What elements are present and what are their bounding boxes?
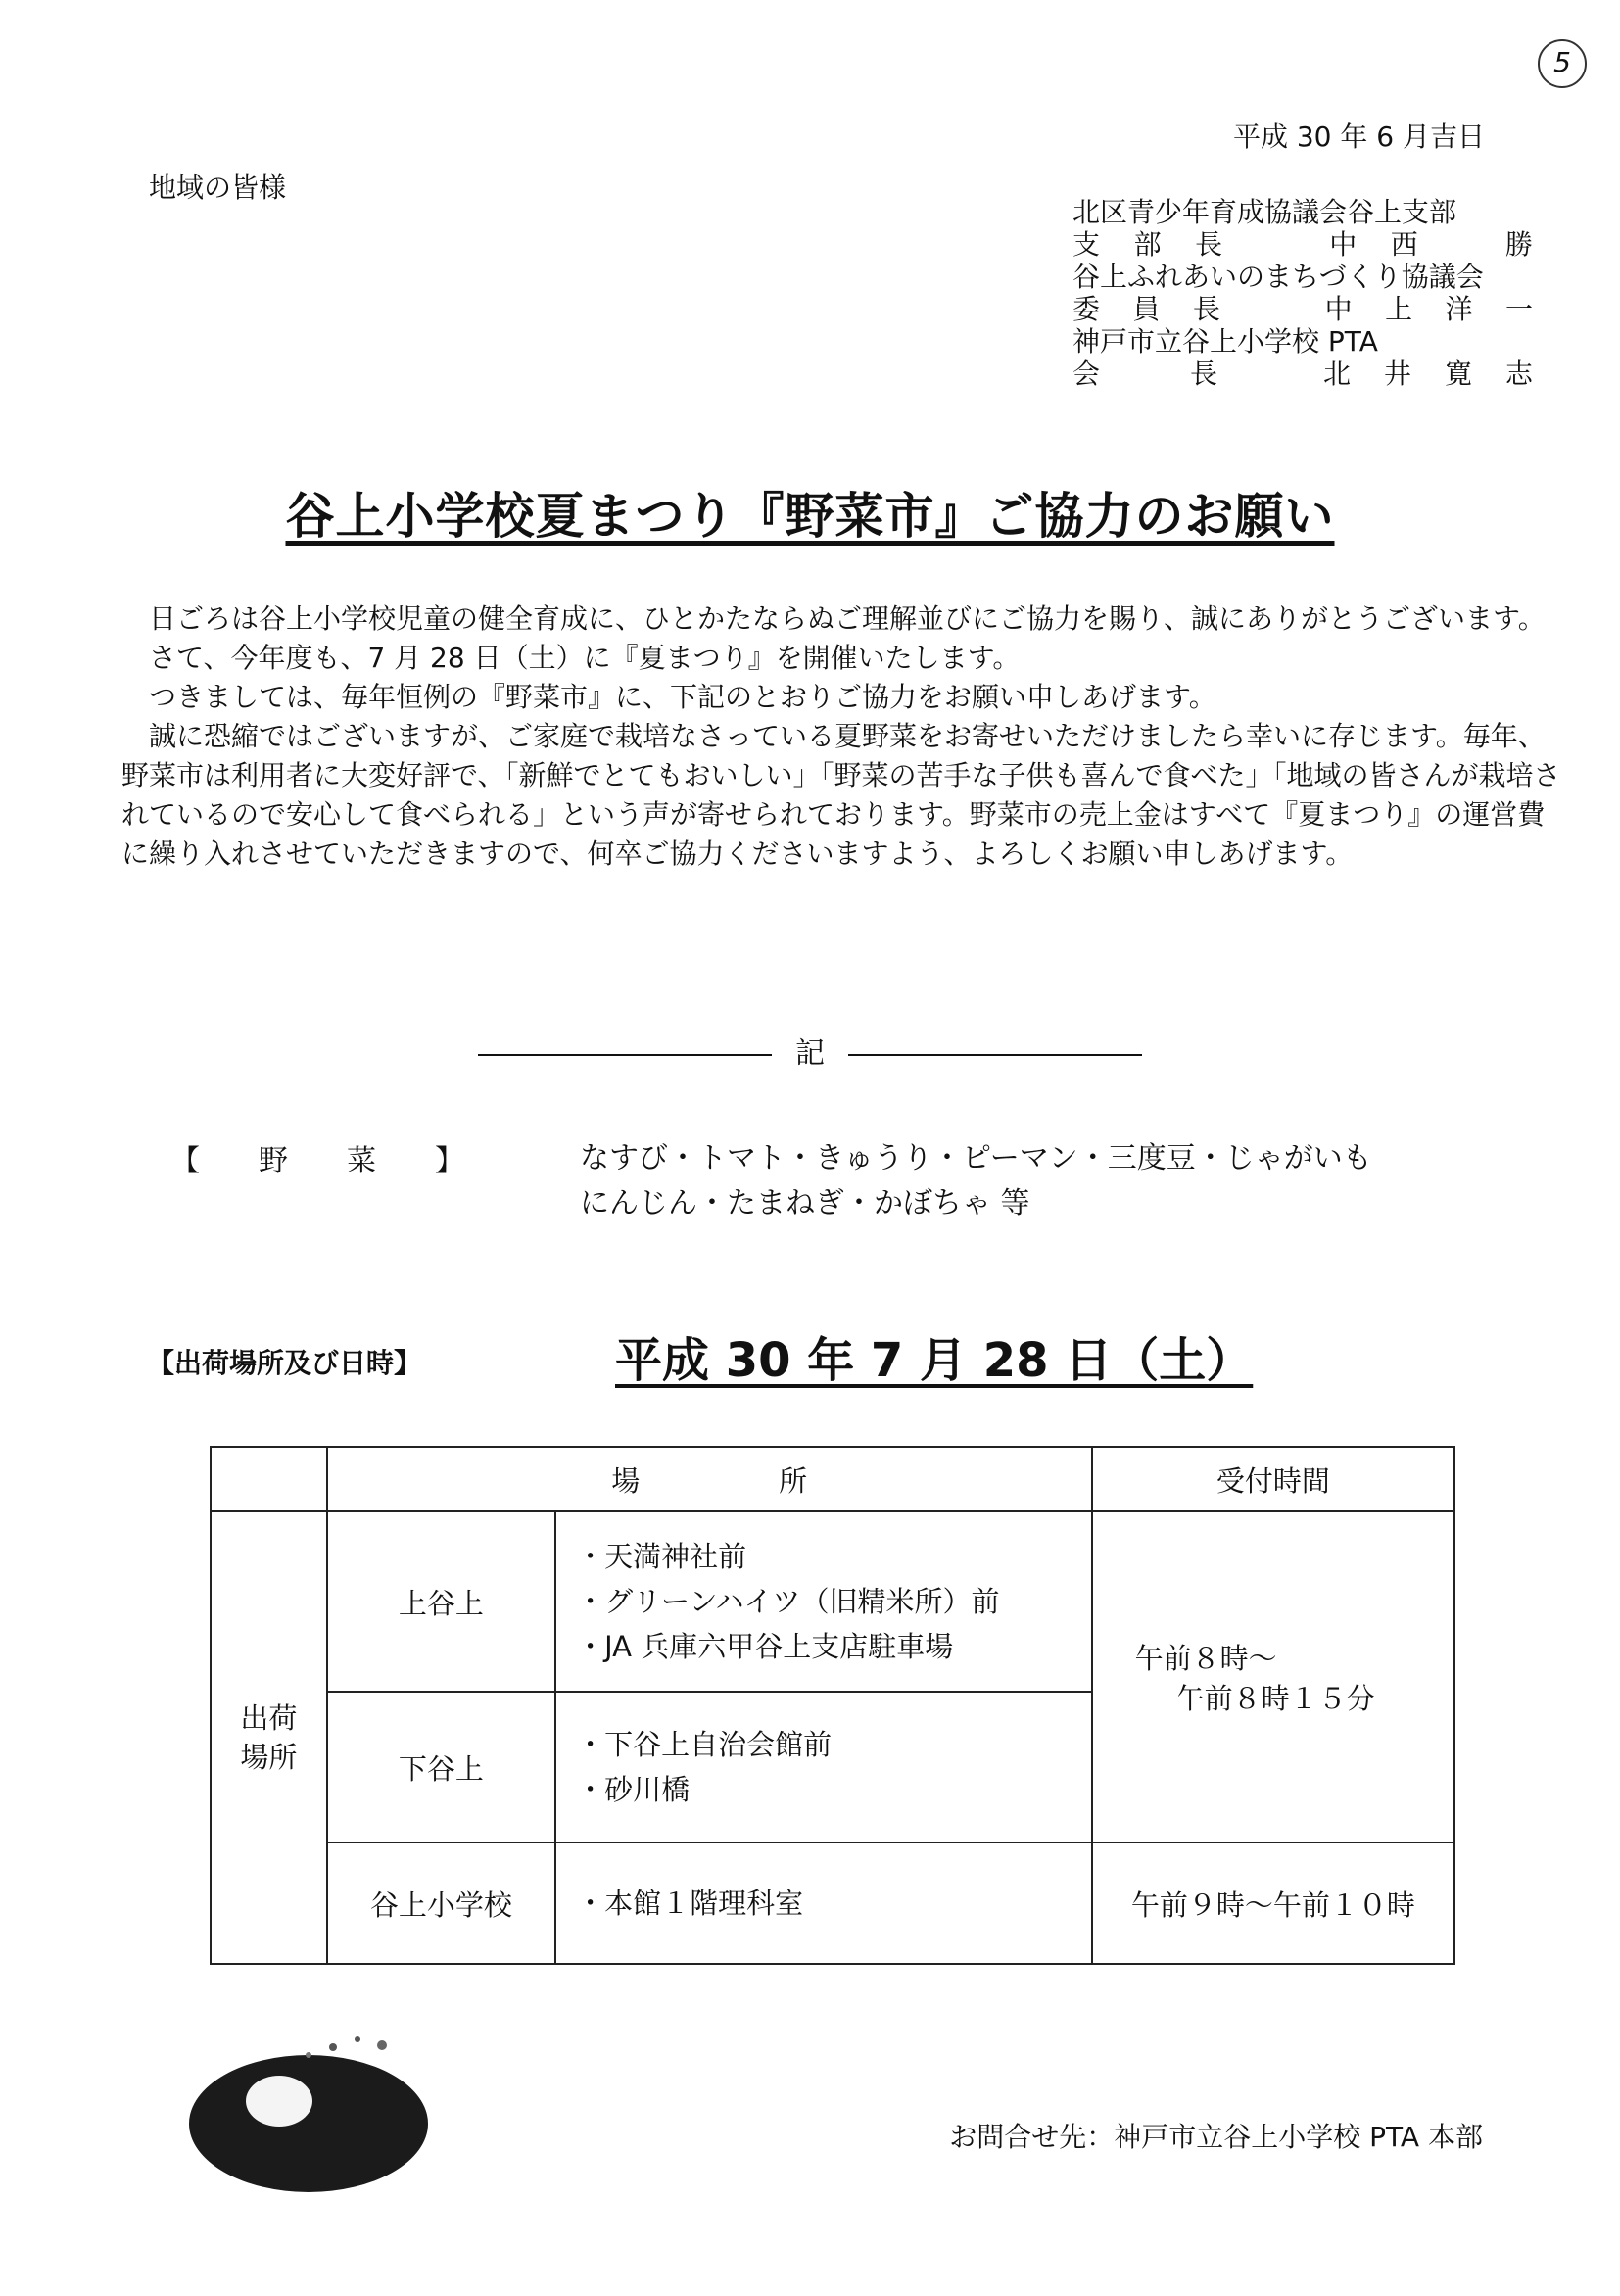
sender-person-2	[1072, 293, 1533, 325]
body-paragraph-1: 日ごろは谷上小学校児童の健全育成に、ひとかたならぬご理解並びにご協力を賜り、誠にありがとうございます。	[149, 602, 1546, 635]
table-header-place	[327, 1447, 1092, 1511]
shipping-label: 【出荷場所及び日時】	[147, 1347, 422, 1379]
contact-info: お問合せ先：神戸市立谷上小学校 PTA 本部	[949, 2121, 1483, 2153]
sender-title-1-char: 長	[1195, 228, 1223, 261]
sender-name-2-char: 上	[1385, 293, 1413, 325]
place-item: ・天満神社前	[576, 1540, 747, 1573]
table-area-cell: 下谷上	[327, 1692, 555, 1842]
sender-name-3-char: 寛	[1444, 358, 1472, 390]
vegetables-line-1: なすび・トマト・きゅうり・ピーマン・三度豆・じゃがいも	[580, 1141, 1372, 1175]
sender-title-1-char: 部	[1133, 228, 1162, 261]
place-item: ・グリーンハイツ（旧精米所）前	[576, 1585, 1000, 1618]
shipping-date: 平成 30 年 7 月 28 日（土）	[615, 1333, 1254, 1388]
document-title	[0, 477, 1620, 548]
table-place-cell	[555, 1842, 1092, 1964]
ki-text: 記	[795, 1036, 825, 1071]
table-row-label-line: 場所	[240, 1741, 298, 1774]
table-header-row	[211, 1447, 1454, 1511]
sender-title-2-char: 員	[1132, 293, 1161, 325]
vegetables-list	[580, 1136, 1372, 1226]
ki-rule-left	[478, 1054, 772, 1056]
sender-name-1-char: 中	[1329, 228, 1358, 261]
table-area-cell: 谷上小学校	[327, 1842, 555, 1964]
page-number-mark: 5	[1538, 39, 1587, 88]
vegetables-label-char: 菜	[347, 1144, 376, 1178]
time-line: 午前８時～	[1134, 1642, 1277, 1675]
sender-name-2-char: 中	[1324, 293, 1353, 325]
sender-name-3-char: 北	[1322, 358, 1351, 390]
vegetables-label	[170, 1136, 464, 1179]
sender-name-2-char: 一	[1504, 293, 1533, 325]
table-row-label	[211, 1511, 327, 1964]
table-header-place-char: 場	[611, 1463, 641, 1498]
decorative-illustration	[186, 2008, 431, 2194]
vegetables-label-bracket-close: 】	[435, 1144, 464, 1178]
vegetables-label-bracket-open: 【	[170, 1144, 200, 1178]
ki-rule-right	[848, 1054, 1142, 1056]
vegetables-line-2: にんじん・たまねぎ・かぼちゃ 等	[580, 1186, 1030, 1220]
body-text	[121, 599, 1561, 874]
table-header-empty	[211, 1447, 327, 1511]
ki-heading	[0, 1028, 1620, 1072]
sender-block	[1072, 196, 1533, 390]
body-paragraph-4: 誠に恐縮ではございますが、ご家庭で栽培なさっている夏野菜をお寄せいただけましたら幸いに存じます。毎年、野菜市は利用者に大変好評で、「新鮮でとてもおいしい」「野菜の苦手な子供も喜んで食べた」「地域の皆さんが栽培されているので安心して食べられる」という声が寄せられております。野菜市の売上金はすべて『夏まつり』の運営費に繰り入れさせていただきますので、何卒ご協力くださいますよう、よろしくお願い申しあげます。	[121, 720, 1561, 870]
sender-title-3-char: 会	[1072, 358, 1101, 390]
document-title-text: 谷上小学校夏まつり『野菜市』ご協力のお願い	[285, 488, 1335, 545]
sender-person-3	[1072, 358, 1533, 390]
table-row-label-line: 出荷	[240, 1701, 298, 1735]
sender-name-1-char: 西	[1390, 228, 1418, 261]
sender-title-3-char: 長	[1189, 358, 1217, 390]
issue-date: 平成 30 年 6 月吉日	[1232, 120, 1485, 153]
place-item: ・本館１階理科室	[576, 1887, 804, 1920]
table-place-cell	[555, 1692, 1092, 1842]
sender-name-3-char: 井	[1383, 358, 1411, 390]
table-time-cell	[1092, 1511, 1454, 1842]
sender-name-1-char: 勝	[1504, 228, 1533, 261]
sender-person-1	[1072, 228, 1533, 261]
table-time-cell: 午前９時～午前１０時	[1092, 1842, 1454, 1964]
table-area-cell: 上谷上	[327, 1511, 555, 1692]
body-paragraph-3: つきましては、毎年恒例の『野菜市』に、下記のとおりご協力をお願い申しあげます。	[149, 681, 1216, 713]
place-item: ・砂川橋	[576, 1773, 691, 1806]
table-place-cell	[555, 1511, 1092, 1692]
sender-title-2-char: 委	[1072, 293, 1101, 325]
sender-name-3-char: 志	[1504, 358, 1533, 390]
table-header-time: 受付時間	[1092, 1447, 1454, 1511]
sender-org-1: 北区青少年育成協議会谷上支部	[1072, 196, 1457, 228]
addressee: 地域の皆様	[149, 171, 287, 204]
table-row	[211, 1511, 1454, 1692]
table-header-place-char: 所	[779, 1463, 808, 1498]
place-item: ・下谷上自治会館前	[576, 1728, 833, 1761]
sender-title-1-char: 支	[1072, 228, 1101, 261]
table-row	[211, 1842, 1454, 1964]
schedule-table	[210, 1446, 1455, 1965]
time-line: 午前８時１５分	[1175, 1682, 1375, 1715]
body-paragraph-2: さて、今年度も、7 月 28 日（土）に『夏まつり』を開催いたします。	[149, 642, 1021, 674]
sender-org-2: 谷上ふれあいのまちづくり協議会	[1072, 261, 1484, 293]
vegetables-label-char: 野	[259, 1144, 288, 1178]
place-item: ・JA 兵庫六甲谷上支店駐車場	[576, 1630, 954, 1663]
sender-name-2-char: 洋	[1445, 293, 1473, 325]
sender-title-2-char: 長	[1192, 293, 1220, 325]
sender-org-3: 神戸市立谷上小学校 PTA	[1072, 325, 1378, 358]
